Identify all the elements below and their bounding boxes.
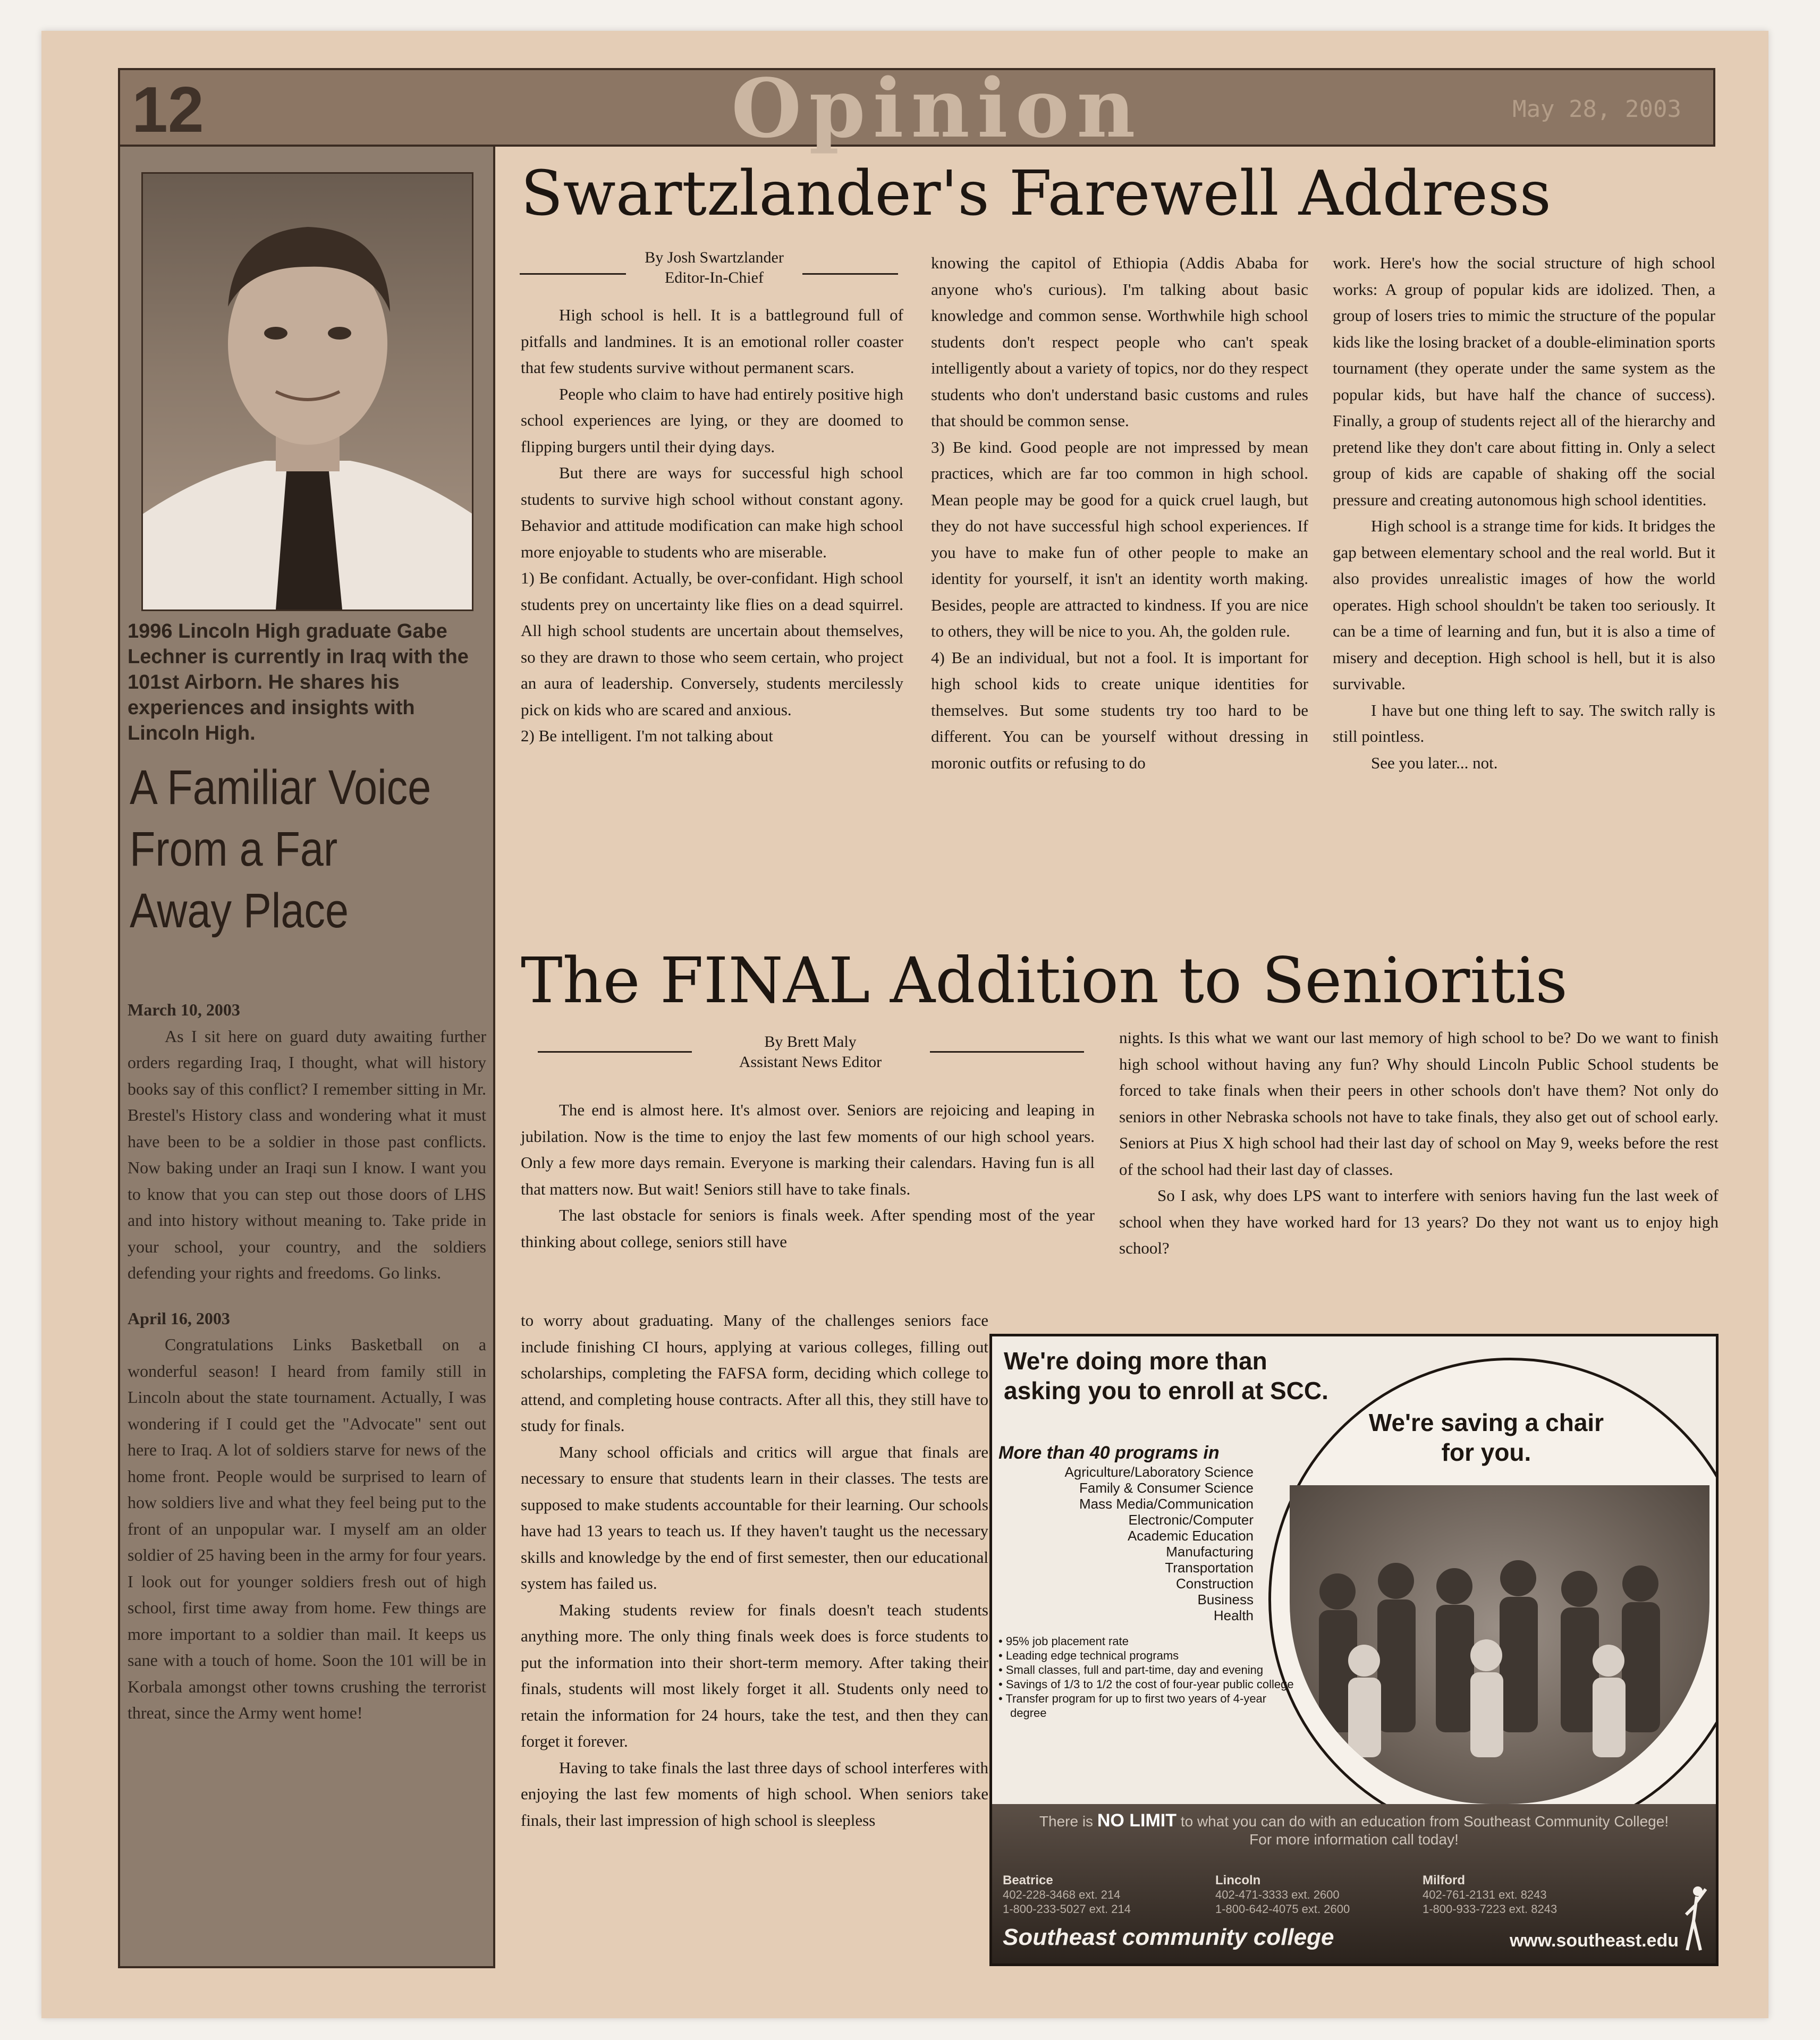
- paragraph: The last obstacle for seniors is finals week. After spending most of the year thinking about college, seniors still have: [521, 1206, 1095, 1251]
- paragraph: work. Here's how the social structure of high school works: A group of popular kids are idolized. Then, a group of losers tries to mimic the structure of the popular kids like the losing bracket of a double-elimination sports tournament (they operate under the same system as the popular kids, but have half the chance of success). Finally, a group of students reject all of the hierarchy and pretend like they don't care about fitting in. Only a select group of kids are capable of shaking off the social pressure and creating autonomous high school identities.: [1333, 253, 1715, 509]
- entry-date: March 10, 2003: [128, 1000, 240, 1019]
- paragraph: See you later... not.: [1371, 753, 1498, 772]
- ad-headline: We're doing more than asking you to enroll at SCC.: [1004, 1347, 1328, 1404]
- paragraph: knowing the capitol of Ethiopia (Addis Ababa for anyone who's curious). I'm talking about basic knowledge and common sense. Worthwhile high school students don't respect people who can't speak intelligently about a variety of topics, nor do they respect students who don't understand basic customs and rules that should be common sense.: [931, 253, 1308, 430]
- article-column: [1119, 1025, 1719, 1262]
- program-item: Manufacturing: [1166, 1544, 1254, 1560]
- portrait-illustration: [143, 174, 472, 610]
- scc-advertisement[interactable]: [989, 1334, 1719, 1966]
- paragraph: High school is hell. It is a battleground full of pitfalls and landmines. It is an emotional roller coaster that few students survive without permanent scars.: [521, 306, 903, 377]
- college-logo: Southeast community college: [1003, 1924, 1334, 1950]
- entry-date: April 16, 2003: [128, 1308, 230, 1328]
- location-beatrice: Beatrice 402-228-3468 ext. 214 1-800-233-5027 ext. 214: [1003, 1873, 1131, 1916]
- article-column: [521, 302, 903, 749]
- programs-list: [1064, 1464, 1254, 1623]
- photo-caption: 1996 Lincoln High graduate Gabe Lechner is currently in Iraq with the 101st Airborn. He shares his experiences and insights with Lincoln High.: [128, 620, 469, 744]
- paragraph: to worry about graduating. Many of the challenges seniors face include finishing CI hours, applying at various colleges, filling out scholarships, completing the FAFSA form, deciding which college to attend, and completing house contracts. After all this, they still have to study for finals.: [521, 1311, 988, 1435]
- feature-item: • 95% job placement rate: [998, 1635, 1129, 1648]
- location-lincoln: Lincoln 402-471-3333 ext. 2600 1-800-642-4075 ext. 2600: [1215, 1873, 1350, 1916]
- page-number: 12: [132, 73, 204, 146]
- program-item: Family & Consumer Science: [1079, 1480, 1254, 1496]
- byline-rule: [930, 1051, 1084, 1053]
- location-milford: Milford 402-761-2131 ext. 8243 1-800-933-7223 ext. 8243: [1423, 1873, 1557, 1916]
- feature-item: • Leading edge technical programs: [998, 1649, 1179, 1662]
- program-item: Health: [1213, 1607, 1254, 1623]
- paragraph: 1) Be confidant. Actually, be over-confidant. High school students prey on uncertainty like flies on a dead squirrel. All high school students are uncertain about themselves, so they are drawn to those who seem certain, who project an aura of leadership. Conversely, students mercilessly pick on kids who are scared and anxious.: [521, 569, 903, 719]
- paragraph: Many school officials and critics will argue that finals are necessary to ensure that students learn in their classes. The tests are supposed to make students accountable for their learning. Our schools have had 13 years to teach us. If they haven't taught us the necessary skills and knowledge by the end of first semester, then our educational system has failed us.: [521, 1442, 988, 1593]
- ad-subheadline: We're saving a chair for you.: [1368, 1409, 1604, 1466]
- paragraph: But there are ways for successful high school students to survive high school without constant agony. Behavior and attitude modification can make high school more enjoyable to students who are miserable.: [521, 463, 903, 561]
- article-column: [1333, 250, 1715, 776]
- sidebar-letters: [128, 997, 486, 1726]
- college-website-link[interactable]: www.southeast.edu: [1509, 1931, 1679, 1951]
- byline-rule: [802, 273, 898, 275]
- features-list: [998, 1634, 1296, 1720]
- byline-rule: [538, 1051, 692, 1053]
- paragraph: I have but one thing left to say. The switch rally is still pointless.: [1333, 700, 1715, 746]
- program-item: Agriculture/Laboratory Science: [1064, 1464, 1254, 1480]
- section-banner: [118, 61, 1715, 156]
- entry-text: As I sit here on guard duty awaiting further orders regarding Iraq, I thought, what will history books say of this conflict? I remember sitting in Mr. Brestel's History class and wondering what it must have been to be a soldier in those past conflicts. Now baking under an Iraqi sun I know. I want you to know that you can step out those doors of LHS and into history without meaning to. Take pride in your school, your country, and the soldiers defending your rights and freedoms. Go links.: [128, 1026, 486, 1282]
- byline-author: By Brett Maly: [764, 1033, 857, 1051]
- paragraph: Making students review for finals doesn't teach students anything more. The only thing finals week does is force students to put the information into their short-term memory. After taking their finals, students will most likely forget it all. Students only need to retain the information for 24 hours, take the test, and then they can forget it forever.: [521, 1600, 988, 1750]
- byline-author: By Josh Swartzlander: [645, 249, 784, 266]
- no-limit-tagline: There is NO LIMIT to what you can do with an education from Southeast Community College! For more information call today!: [1039, 1810, 1669, 1848]
- article-headline: The FINAL Addition to Senioritis: [521, 944, 1568, 1017]
- program-item: Construction: [1176, 1576, 1254, 1592]
- byline: [627, 248, 801, 288]
- paragraph: nights. Is this what we want our last memory of high school to be? Do we want to finish high school without having any fun? Why should Lincoln Public School students be forced to take finals when their peers in other schools don't have them? Not only do seniors in other Nebraska schools not have to take finals, they also get out of school early. Seniors at Pius X high school had their last day of school on May 9, weeks before the rest of the school had their last day of classes.: [1119, 1028, 1719, 1179]
- paragraph: 4) Be an individual, but not a fool. It is important for high school kids to create unique identities for themselves. But some students try too hard to be different. You can be yourself without dressing in moronic outfits or refusing to do: [931, 648, 1308, 772]
- programs-title: More than 40 programs in: [998, 1443, 1220, 1463]
- article-column: [521, 1307, 988, 1833]
- entry-text: Congratulations Links Basketball on a wonderful season! I heard from family still in Lincoln about the state tournament. Actually, I was wondering if I could get the "Advocate" sent out here to Iraq. A lot of soldiers starve for news of the home front. People would be surprised to learn of how soldiers live and what they feel being put to the front of an unpopular war. I myself am an older soldier of 25 having been in the army for four years. I look out for younger soldiers fresh out of high school, first time away from home. Few things are more important to a soldier than mail. It keeps us sane with a touch of home. Soon the 101 will be in Korbala amongst other towns crushing the terrorist threat, since the Army went home!: [128, 1335, 486, 1722]
- ad-footer-bar: [992, 1804, 1716, 1963]
- byline: [696, 1032, 925, 1072]
- byline-title: Assistant News Editor: [739, 1053, 882, 1071]
- paragraph: Having to take finals the last three days of school interferes with enjoying the last few moments of high school. When seniors take finals, their last impression of high school is sleepless: [521, 1758, 988, 1830]
- byline-title: Editor-In-Chief: [664, 269, 764, 286]
- issue-date: May 28, 2003: [1512, 96, 1681, 123]
- article-column: [931, 250, 1308, 776]
- program-item: Transportation: [1165, 1560, 1254, 1576]
- portrait-photo: [141, 172, 473, 611]
- sidebar-headline: A Familiar Voice From a Far Away Place: [130, 760, 431, 938]
- paragraph: 3) Be kind. Good people are not impressed by mean practices, which are far too common in high school. Mean people may be good for a quick cruel laugh, but they do not have successful high school experiences. If you have to make fun of other people to make an identity for yourself, it isn't an identity worth making. Besides, people are attracted to kindness. If you are nice to others, they will be nice to you. Ah, the golden rule.: [931, 437, 1308, 640]
- paragraph: High school is a strange time for kids. It bridges the gap between elementary school and the real world. But it also provides unrealistic images of how the world operates. High school shouldn't be taken too seriously. It can be a time of learning and fun, but it is also a time of misery and deception. High school is hell, but it is also survivable.: [1333, 517, 1715, 693]
- program-item: Mass Media/Communication: [1079, 1496, 1254, 1512]
- feature-item: • Small classes, full and part-time, day and evening: [998, 1663, 1264, 1677]
- sidebar-column: [118, 147, 495, 1968]
- byline-rule: [520, 273, 626, 275]
- feature-item: • Transfer program for up to first two years of 4-year degree: [998, 1692, 1267, 1720]
- section-title: Opinion: [731, 61, 1143, 156]
- paragraph: So I ask, why does LPS want to interfere with seniors having fun the last week of school when they have worked hard for 13 years? Do they not want us to enjoy high school?: [1119, 1186, 1719, 1257]
- article-column: [521, 1097, 1095, 1255]
- program-item: Business: [1197, 1592, 1254, 1607]
- article-headline: Swartzlander's Farewell Address: [521, 158, 1552, 230]
- paragraph: The end is almost here. It's almost over. Seniors are rejoicing and leaping in jubilation. Now is the time to enjoy the last few moments of our high school years. Only a few more days remain. Everyone is marking their calendars. Having fun is all that matters now. But wait! Seniors still have to take finals.: [521, 1101, 1095, 1198]
- figure-icon: [1682, 1884, 1708, 1953]
- program-item: Electronic/Computer: [1128, 1512, 1254, 1528]
- feature-item: • Savings of 1/3 to 1/2 the cost of four-year public college: [998, 1678, 1294, 1691]
- paragraph: People who claim to have had entirely positive high school experiences are lying, or they are doomed to flipping burgers until their dying days.: [521, 384, 903, 456]
- program-item: Academic Education: [1127, 1528, 1254, 1544]
- paragraph: 2) Be intelligent. I'm not talking about: [521, 726, 773, 745]
